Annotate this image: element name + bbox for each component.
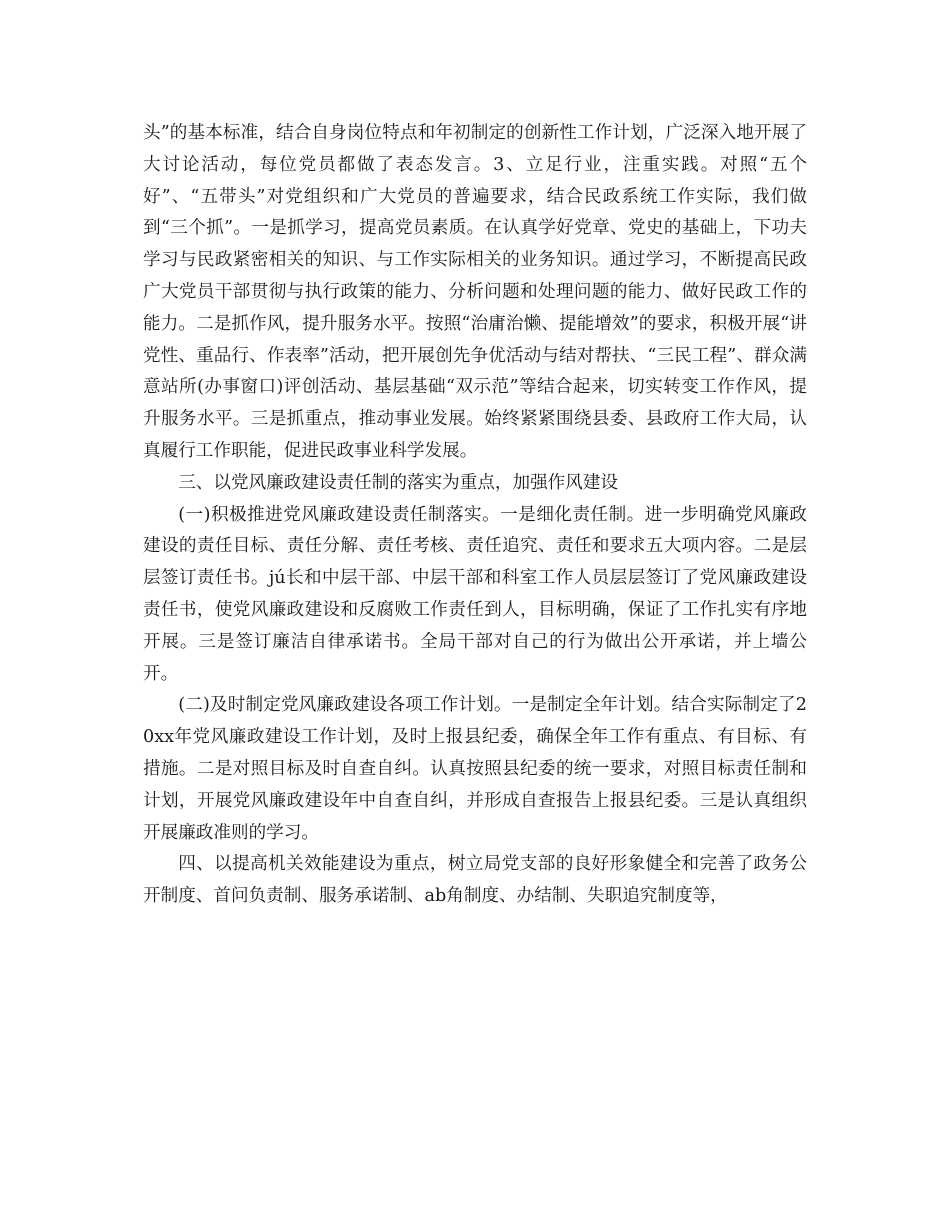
paragraph-work-plan: (二)及时制定党风廉政建设各项工作计划。一是制定全年计划。结合实际制定了20xx年党风廉政建设工作计划，及时上报县纪委，确保全年工作有重点、有目标、有措施。二是对照目标及时自查自纠。认真按照县纪委的统一要求，对照目标责任制和计划，开展党风廉政建设年中自查自纠，并形成自查报告上报县纪委。三是认真组织开展廉政准则的学习。 xyxy=(143,695,807,843)
document-body xyxy=(143,118,807,913)
paragraph-responsibility-system: (一)积极推进党风廉政建设责任制落实。一是细化责任制。进一步明确党风廉政建设的责任目标、责任分解、责任考核、责任追究、责任和要求五大项内容。二是层层签订责任书。jú长和中层干部、中层干部和科室工作人员层层签订了党风廉政建设责任书，使党风廉政建设和反腐败工作责任到人，目标明确，保证了工作扎实有序地开展。三是签订廉洁自律承诺书。全局干部对自己的行为做出公开承诺，并上墙公开。 xyxy=(143,504,807,684)
section-heading-four: 四、以提高机关效能建设为重点，树立局党支部的良好形象健全和完善了政务公开制度、首问负责制、服务承诺制、ab角制度、办结制、失职追究制度等， xyxy=(143,854,807,907)
section-heading-three: 三、以党风廉政建设责任制的落实为重点，加强作风建设 xyxy=(178,472,619,493)
paragraph-continuation: 头”的基本标准，结合自身岗位特点和年初制定的创新性工作计划，广泛深入地开展了大讨论活动，每位党员都做了表态发言。3、立足行业，注重实践。对照“五个好”、“五带头”对党组织和广大党员的普遍要求，结合民政系统工作实际，我们做到“三个抓”。一是抓学习，提高党员素质。在认真学好党章、党史的基础上，下功夫学习与民政紧密相关的知识、与工作实际相关的业务知识。通过学习，不断提高民政广大党员干部贯彻与执行政策的能力、分析问题和处理问题的能力、做好民政工作的能力。二是抓作风，提升服务水平。按照“治庸治懒、提能增效”的要求，积极开展“讲党性、重品行、作表率”活动，把开展创先争优活动与结对帮扶、“三民工程”、群众满意站所(办事窗口)评创活动、基层基础“双示范”等结合起来，切实转变工作作风，提升服务水平。三是抓重点，推动事业发展。始终紧紧围绕县委、县政府工作大局，认真履行工作职能，促进民政事业科学发展。 xyxy=(143,123,807,461)
